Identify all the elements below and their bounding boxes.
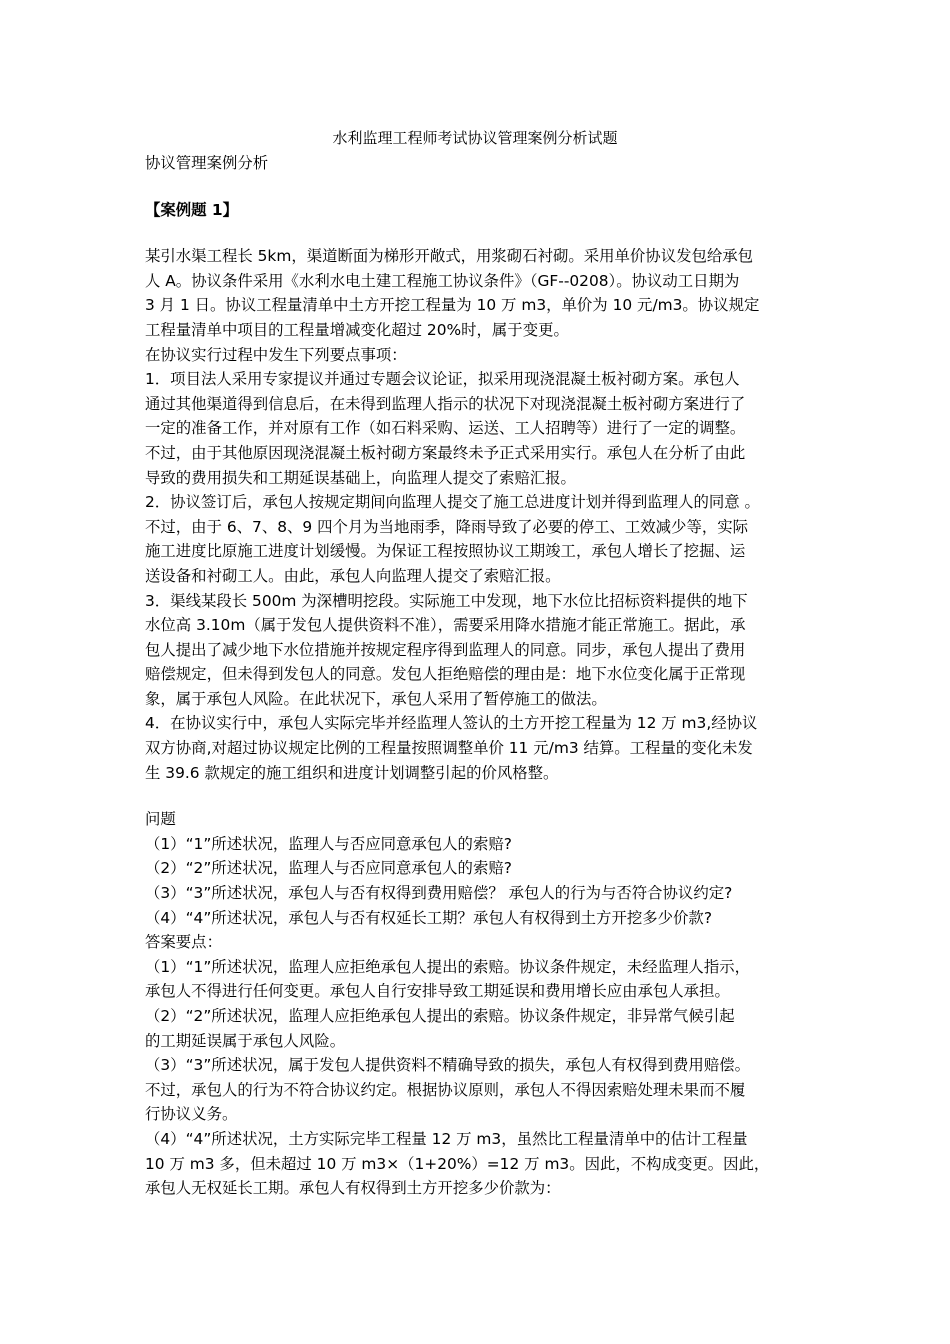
qa-line: 承包人无权延长工期。承包人有权得到土方开挖多少价款为： <box>145 1179 561 1198</box>
qa-line: （3）“3”所述状况，承包人与否有权得到费用赔偿？ 承包人的行为与否符合协议约定? <box>145 884 733 903</box>
paragraph-line: 工程量清单中项目的工程量增减变化超过 20%时，属于变更。 <box>145 320 569 339</box>
paragraph-line: 水位高 3.10m（属于发包人提供资料不准），需要采用降水措施才能正常施工。据此，承 <box>145 616 746 635</box>
paragraph-line: 3 月 1 日。协议工程量清单中土方开挖工程量为 10 万 m3，单价为 10 元/m3。协议规定 <box>145 296 760 315</box>
paragraph-line: 3．渠线某段长 500m 为深槽明挖段。实际施工中发现，地下水位比招标资料提供的地下 <box>145 591 748 610</box>
qa-line: （2）“2”所述状况，监理人与否应同意承包人的索赔? <box>145 859 512 878</box>
spacer <box>145 785 815 807</box>
qa-line: （4）“4”所述状况，承包人与否有权延长工期？承包人有权得到土方开挖多少价款? <box>145 908 712 927</box>
paragraph-line: 人 A。协议条件采用《水利水电土建工程施工协议条件》（GF--0208）。协议动工日期为 <box>145 271 740 290</box>
questions-and-answers <box>145 807 815 1201</box>
paragraph-line: 不过，由于其他原因现浇混凝土板衬砌方案最终未予正式采用实行。承包人在分析了由此 <box>145 443 746 462</box>
qa-line: 问题 <box>145 810 176 829</box>
qa-line: 答案要点： <box>145 933 222 952</box>
paragraph-line: 包人提出了减少地下水位措施并按规定程序得到监理人的同意。同步，承包人提出了费用 <box>145 640 746 659</box>
paragraph-line: 通过其他渠道得到信息后，在未得到监理人指示的状况下对现浇混凝土板衬砌方案进行了 <box>145 394 746 413</box>
paragraph-line: 4．在协议实行中，承包人实际完毕并经监理人签认的土方开挖工程量为 12 万 m3,经协议 <box>145 714 758 733</box>
qa-line: （1）“1”所述状况，监理人应拒绝承包人提出的索赔。协议条件规定，未经监理人指示， <box>145 957 750 976</box>
qa-line: （1）“1”所述状况，监理人与否应同意承包人的索赔? <box>145 834 512 853</box>
spacer <box>145 222 815 244</box>
qa-line: （4）“4”所述状况，土方实际完毕工程量 12 万 m3，虽然比工程量清单中的估计工程量 <box>145 1129 748 1148</box>
document-title: 水利监理工程师考试协议管理案例分析试题 <box>332 129 618 147</box>
paragraph-line: 双方协商,对超过协议规定比例的工程量按照调整单价 11 元/m3 结算。工程量的变化未发 <box>145 739 753 758</box>
paragraph-line: 施工进度比原施工进度计划缓慢。为保证工程按照协议工期竣工，承包人增长了挖掘、运 <box>145 542 746 561</box>
document-body <box>145 151 815 1201</box>
qa-line: 承包人不得进行任何变更。承包人自行安排导致工期延误和费用增长应由承包人承担。 <box>145 982 730 1001</box>
paragraph-line: 一定的准备工作，并对原有工作（如石料采购、运送、工人招聘等）进行了一定的调整。 <box>145 419 746 438</box>
paragraph-line: 象，属于承包人风险。在此状况下，承包人采用了暂停施工的做法。 <box>145 689 607 708</box>
qa-line: 不过，承包人的行为不符合协议约定。根据协议原则，承包人不得因索赔处理未果而不履 <box>145 1080 746 1099</box>
spacer <box>145 176 815 198</box>
qa-line: 行协议义务。 <box>145 1105 238 1124</box>
case-heading: 【案例题 1】 <box>145 200 239 219</box>
paragraph-line: 不过，由于 6、7、8、9 四个月为当地雨季，降雨导致了必要的停工、工效减少等，实际 <box>145 517 749 536</box>
qa-line: （2）“2”所述状况，监理人应拒绝承包人提出的索赔。协议条件规定，非异常气候引起 <box>145 1007 735 1025</box>
qa-line: （3）“3”所述状况，属于发包人提供资料不精确导致的损失，承包人有权得到费用赔偿。 <box>145 1056 750 1075</box>
paragraph-line: 送设备和衬砌工人。由此，承包人向监理人提交了索赔汇报。 <box>145 566 561 585</box>
paragraph-line: 生 39.6 款规定的施工组织和进度计划调整引起的价风格整。 <box>145 763 559 782</box>
paragraph-line: 赔偿规定，但未得到发包人的同意。发包人拒绝赔偿的理由是：地下水位变化属于正常现 <box>145 665 746 684</box>
paragraph-line: 某引水渠工程长 5km，渠道断面为梯形开敞式，用浆砌石衬砌。采用单价协议发包给承包 <box>145 247 754 266</box>
qa-line: 的工期延误属于承包人风险。 <box>145 1031 346 1050</box>
paragraph-line: 导致的费用损失和工期延误基础上，向监理人提交了索赔汇报。 <box>145 468 576 487</box>
paragraph-line: 2．协议签订后，承包人按规定期间向监理人提交了施工总进度计划并得到监理人的同意 。 <box>145 493 760 512</box>
section-subtitle: 协议管理案例分析 <box>145 154 269 172</box>
paragraph-line: 在协议实行过程中发生下列要点事项： <box>145 345 407 364</box>
case-description <box>145 244 815 785</box>
qa-line: 10 万 m3 多，但未超过 10 万 m3×（1+20%）=12 万 m3。因此，不构成变更。因此， <box>145 1154 770 1173</box>
paragraph-line: 1．项目法人采用专家提议并通过专题会议论证，拟采用现浇混凝土板衬砌方案。承包人 <box>145 370 740 389</box>
